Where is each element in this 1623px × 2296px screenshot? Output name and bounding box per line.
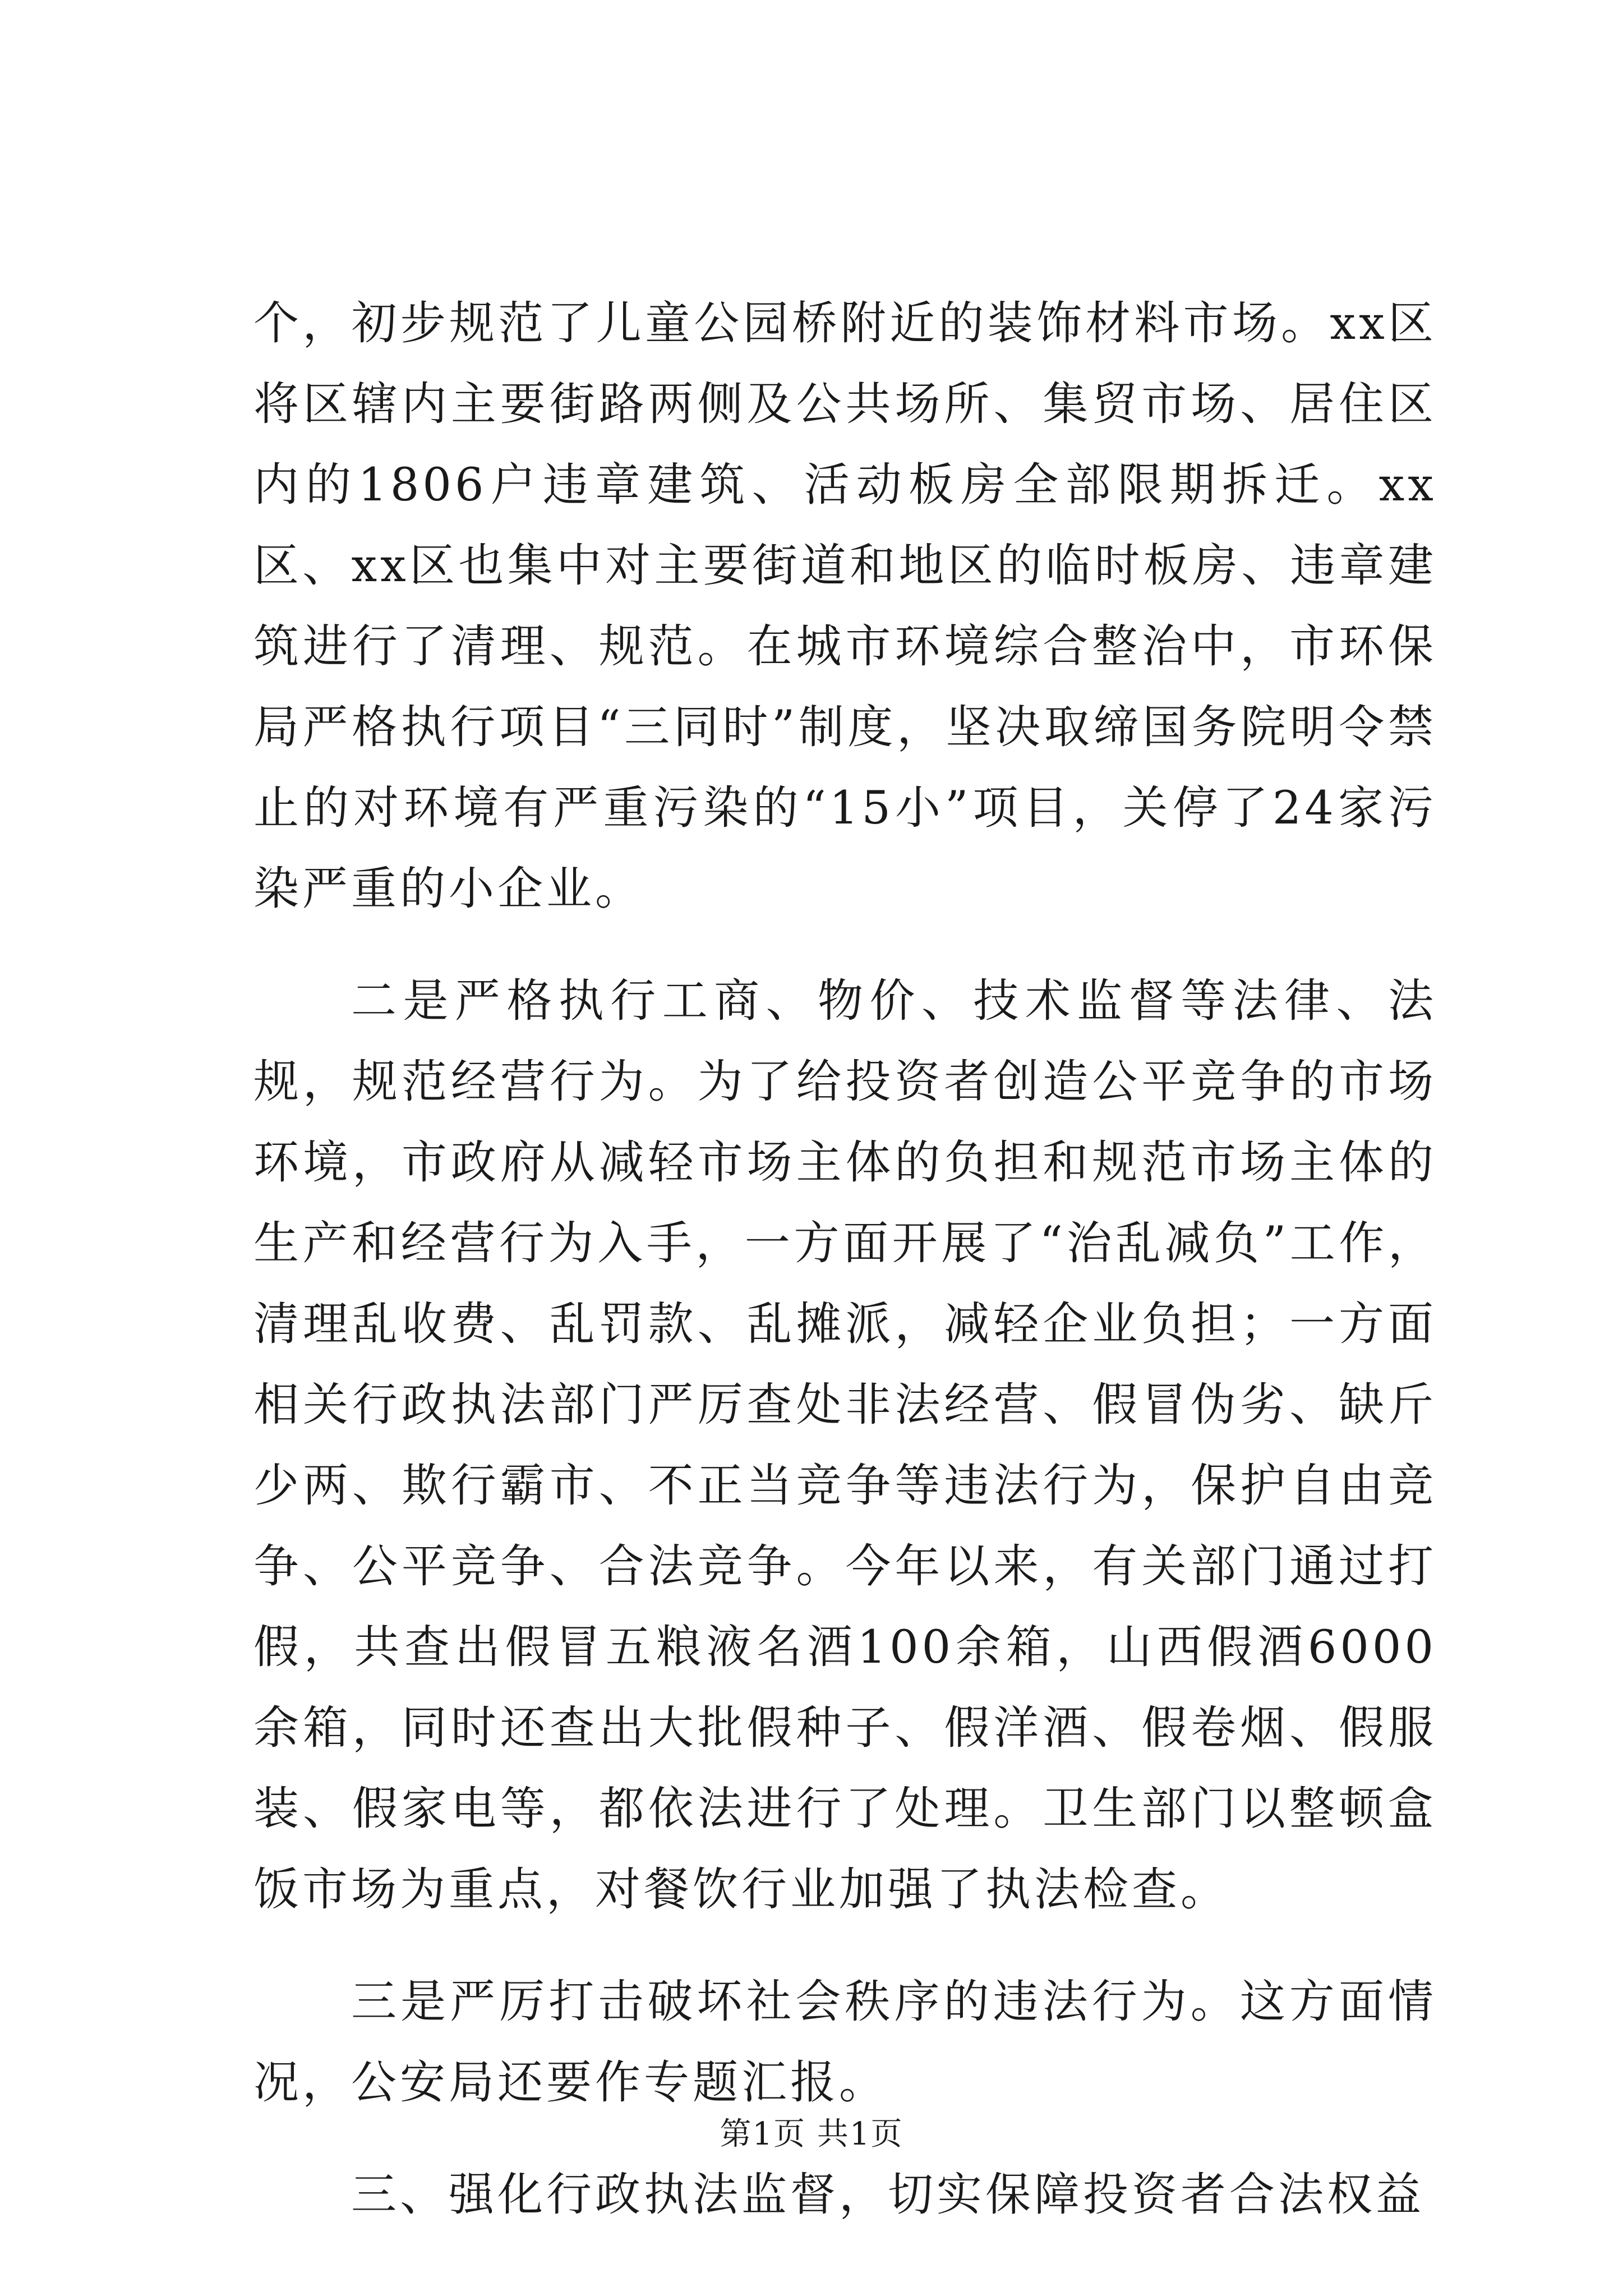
section-heading-three: 三、强化行政执法监督，切实保障投资者合法权益	[351, 2169, 1425, 2221]
paragraph-public-order: 三是严厉打击破坏社会秩序的违法行为。这方面情况，公安局还要作专题汇报。	[253, 1976, 1437, 2109]
document-body	[253, 283, 1437, 2267]
paragraph-continuation: 个，初步规范了儿童公园桥附近的装饰材料市场。xx区将区辖内主要街路两侧及公共场所、集贸市场、居住区内的1806户违章建筑、活动板房全部限期拆迁。xx区、xx区也集中对主要街道和地区的临时板房、违章建筑进行了清理、规范。在城市环境综合整治中，市环保局严格执行项目“三同时”制度，坚决取缔国务院明令禁止的对环境有严重污染的“15小”项目，关停了24家污染严重的小企业。	[253, 297, 1437, 915]
paragraph-regulate-business: 二是严格执行工商、物价、技术监督等法律、法规，规范经营行为。为了给投资者创造公平竞争的市场环境，市政府从减轻市场主体的负担和规范市场主体的生产和经营行为入手，一方面开展了“治乱减负”工作，清理乱收费、乱罚款、乱摊派，减轻企业负担；一方面相关行政执法部门严厉查处非法经营、假冒伪劣、缺斤少两、欺行霸市、不正当竞争等违法行为，保护自由竞争、公平竞争、合法竞争。今年以来，有关部门通过打假，共查出假冒五粮液名酒100余箱，山西假酒6000余箱，同时还查出大批假种子、假洋酒、假卷烟、假服装、假家电等，都依法进行了处理。卫生部门以整顿盒饭市场为重点，对餐饮行业加强了执法检查。	[253, 975, 1437, 1916]
page-footer: 第1页 共1页	[720, 2116, 903, 2152]
